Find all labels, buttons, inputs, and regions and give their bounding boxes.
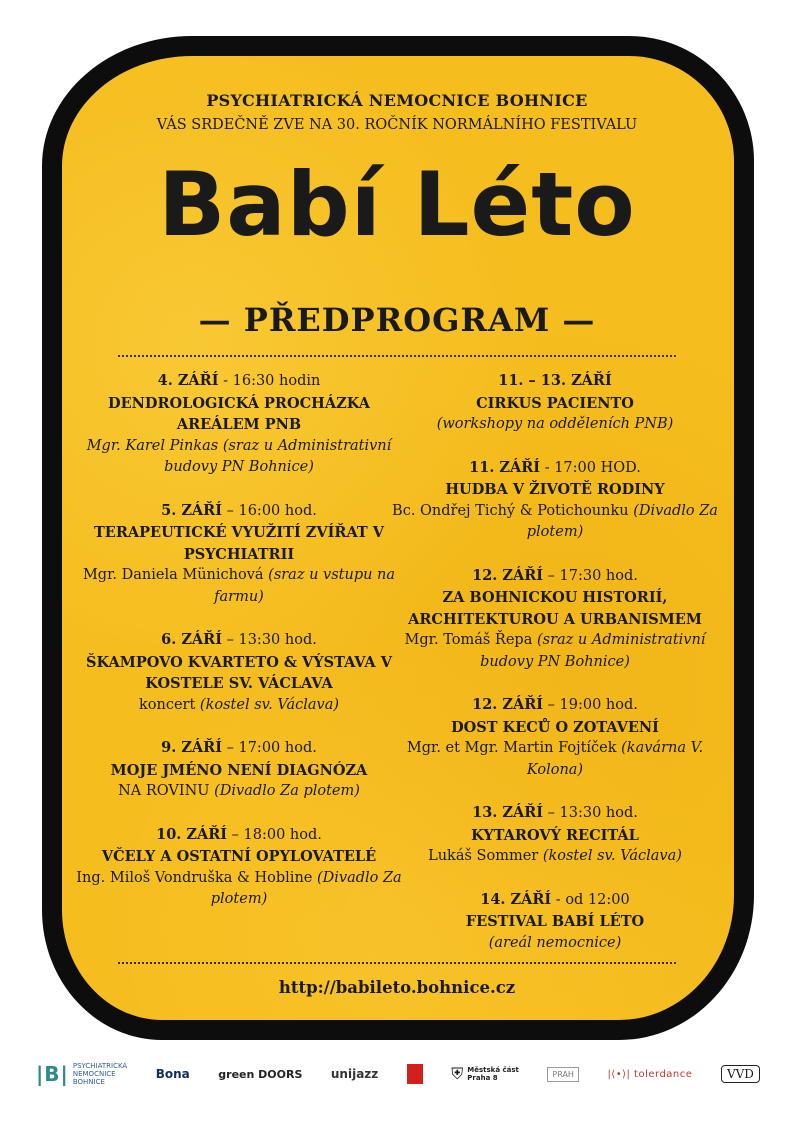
event-host: Mgr. et Mgr. Martin Fojtíček [406,740,617,756]
program-heading: — PŘEDPROGRAM — [198,301,596,339]
event-venue: (sraz u Administrativní budovy PN Bohnice) [480,632,706,670]
green-doors-logo: green DOORS [218,1067,303,1081]
red-emblem-icon [407,1064,423,1084]
event-time: - od 12:00 [551,891,630,908]
event-title: CIRKUS PACIENTO [476,394,634,412]
event-date-line [390,565,720,588]
event-title: VČELY A OSTATNÍ OPYLOVATELÉ [101,848,377,865]
event-details [74,868,404,911]
event-title: ZA BOHNICKOU HISTORIÍ, ARCHITEKTUROU A URBANISMEM [408,589,702,628]
event-date: 6. ZÁŘÍ [161,631,223,648]
right-program-column [390,370,720,975]
event-date-line [74,737,404,760]
event-host: Mgr. Tomáš Řepa [404,632,533,648]
event-date-line [74,370,404,393]
dotted-divider-bottom [118,962,676,964]
event-details [390,501,720,544]
event-date: 9. ZÁŘÍ [161,739,223,756]
event-date: 11. ZÁŘÍ [469,458,541,476]
event-host: NA ROVINU [118,783,210,799]
event-time: – 16:00 hod. [222,502,317,519]
pnb-logo-mark: |B| [36,1062,69,1086]
event-time: - 16:30 hodin [218,373,321,389]
event-details [390,846,720,868]
program-event [74,500,404,609]
program-event [74,370,404,479]
program-event [390,370,720,436]
event-date-line [390,370,720,393]
event-date: 4. ZÁŘÍ [157,372,219,389]
event-host: Bc. Ondřej Tichý & Potichounku [392,502,629,519]
event-date: 5. ZÁŘÍ [161,501,223,519]
event-venue: (kavárna V. Kolona) [526,740,704,778]
event-date-line [390,889,720,912]
event-date-line [390,457,720,480]
unijazz-logo: unijazz [330,1067,379,1081]
event-venue: (Divadlo Za plotem) [210,869,402,907]
event-venue: (sraz u vstupu na farmu) [214,567,396,605]
event-title: KYTAROVÝ RECITÁL [471,826,639,844]
event-venue: (kostel sv. Václava) [542,848,682,864]
event-venue: (workshopy na odděleních PNB) [436,416,674,432]
event-date: 12. ZÁŘÍ [472,696,544,713]
program-event [390,889,720,955]
praha8-logo [451,1064,519,1084]
pnb-logo-text: PSYCHIATRICKÁ NEMOCNICE BOHNICE [72,1062,128,1086]
event-date-line [390,694,720,717]
event-details [390,738,720,781]
program-event [390,694,720,781]
program-event [390,457,720,544]
tolerdance-logo: |⟨•⟩| tolerdance [607,1068,693,1080]
partner-logos [36,1056,760,1092]
event-venue: (kostel sv. Václava) [199,696,340,713]
event-date: 10. ZÁŘÍ [156,825,228,843]
event-details [390,414,720,436]
event-date-line [390,802,720,825]
festival-website-link[interactable]: http://babileto.bohnice.cz [278,978,516,997]
program-event [390,802,720,868]
event-venue: (Divadlo Za plotem) [526,502,718,540]
event-details [390,630,720,673]
left-program-column [74,370,404,932]
event-date: 13. ZÁŘÍ [472,804,544,821]
program-event [74,824,404,911]
event-details [74,781,404,803]
event-host: koncert [138,696,196,713]
event-host: Ing. Miloš Vondruška & Hobline [76,869,313,886]
dotted-divider-top [118,355,676,357]
event-date: 12. ZÁŘÍ [472,566,544,584]
event-date-line [74,629,404,652]
prah-logo: PRAH [547,1067,579,1082]
pnb-logo [36,1062,127,1086]
event-details [74,436,404,479]
event-venue: (Divadlo Za plotem) [214,783,360,799]
event-date: 14. ZÁŘÍ [480,890,552,908]
event-time: – 18:00 hod. [227,826,322,843]
praha8-crest-icon: ⛨ [451,1064,464,1083]
event-date-line [74,824,404,847]
event-details [74,565,404,608]
event-title: DENDROLOGICKÁ PROCHÁZKA AREÁLEM PNB [108,394,370,433]
event-time: – 13:30 hod. [543,805,638,821]
event-date-line [74,500,404,523]
event-title: TERAPEUTICKÉ VYUŽITÍ ZVÍŘAT V PSYCHIATRII [93,524,384,563]
program-event [74,737,404,803]
red-emblem-logo [407,1064,423,1084]
event-date: 11. – 13. ZÁŘÍ [498,372,612,389]
event-details [390,933,720,955]
vvd-logo: VVD [721,1065,760,1083]
event-title: MOJE JMÉNO NENÍ DIAGNÓZA [110,761,368,779]
event-time: – 19:00 hod. [543,697,638,713]
program-event [390,565,720,674]
event-time: - 17:00 HOD. [540,459,641,476]
event-host: Lukáš Sommer [428,848,539,864]
event-details [74,695,404,717]
event-title: ŠKAMPOVO KVARTETO & VÝSTAVA V KOSTELE SV. VÁCLAVA [86,653,392,692]
event-title: HUDBA V ŽIVOTĚ RODINY [445,481,665,498]
organizer-name: PSYCHIATRICKÁ NEMOCNICE BOHNICE [206,91,588,110]
event-time: – 17:30 hod. [543,567,638,584]
event-host: Mgr. Daniela Münichová [82,567,264,583]
praha8-logo-text: Městská část Praha 8 [467,1066,519,1082]
program-event [74,629,404,716]
festival-title: Babí Léto [158,153,636,256]
event-title: FESTIVAL BABÍ LÉTO [465,913,645,930]
event-time: – 17:00 hod. [222,740,317,756]
event-venue: Mgr. Karel Pinkas (sraz u Administrativní budovy PN Bohnice) [86,437,392,475]
invitation-line: VÁS SRDEČNĚ ZVE NA 30. ROČNÍK NORMÁLNÍHO FESTIVALU [156,117,638,133]
event-title: DOST KECŮ O ZOTAVENÍ [451,718,659,736]
bona-logo: Bona [155,1067,190,1081]
event-time: – 13:30 hod. [222,632,317,648]
event-venue: (areál nemocnice) [488,934,622,951]
